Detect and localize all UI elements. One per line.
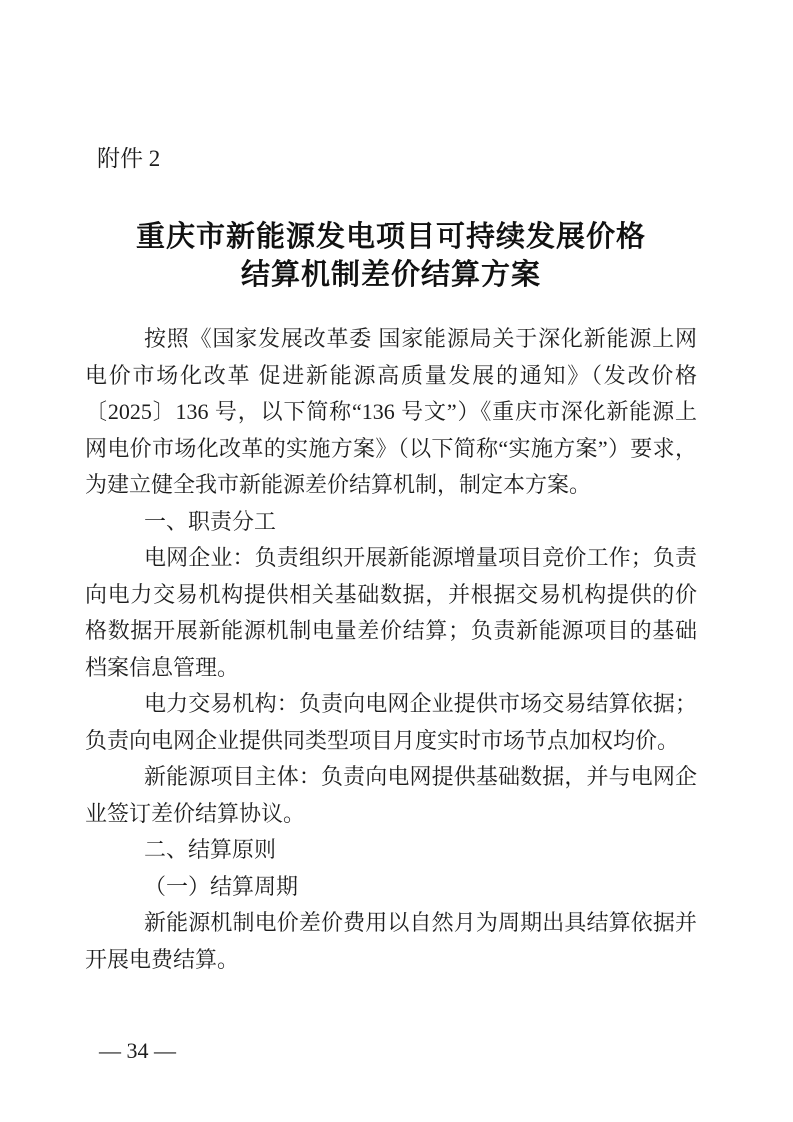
section-2-heading: 二、结算原则 [144,837,277,862]
new-energy-project-owner-paragraph: 新能源项目主体：负责向电网提供基础数据，并与电网企业签订差价结算协议。 [85,764,697,826]
document-title-line2: 结算机制差价结算方案 [240,259,541,291]
page-number: — 34 — [99,1038,176,1063]
grid-company-paragraph: 电网企业：负责组织开展新能源增量项目竞价工作；负责向电力交易机构提供相关基础数据，并根据交易机构提供的价格数据开展新能源机制电量差价结算；负责新能源项目的基础档案信息管理。 [85,545,697,680]
attachment-label: 附件 2 [97,146,161,171]
document-title [85,218,697,294]
section-1-heading: 一、职责分工 [144,508,277,534]
settlement-cycle-paragraph: 新能源机制电价差价费用以自然月为周期出具结算依据并开展电费结算。 [85,910,697,972]
document-title-line1: 重庆市新能源发电项目可持续发展价格 [135,221,646,253]
power-trading-agency-paragraph: 电力交易机构：负责向电网企业提供市场交易结算依据；负责向电网企业提供同类型项目月度实时市场节点加权均价。 [85,691,697,753]
document-body [85,321,697,978]
intro-paragraph: 按照《国家发展改革委 国家能源局关于深化新能源上网电价市场化改革 促进新能源高质量发展的通知》（发改价格〔2025〕136 号，以下简称“136 号文”）《重庆市深化新能源上网电价市场化改革的实施方案》（以下简称“实施方案”）要求，为建立健全我市新能源差价结算机制，制定本方案。 [85,326,697,497]
subsection-2-1-heading: （一）结算周期 [144,873,299,899]
